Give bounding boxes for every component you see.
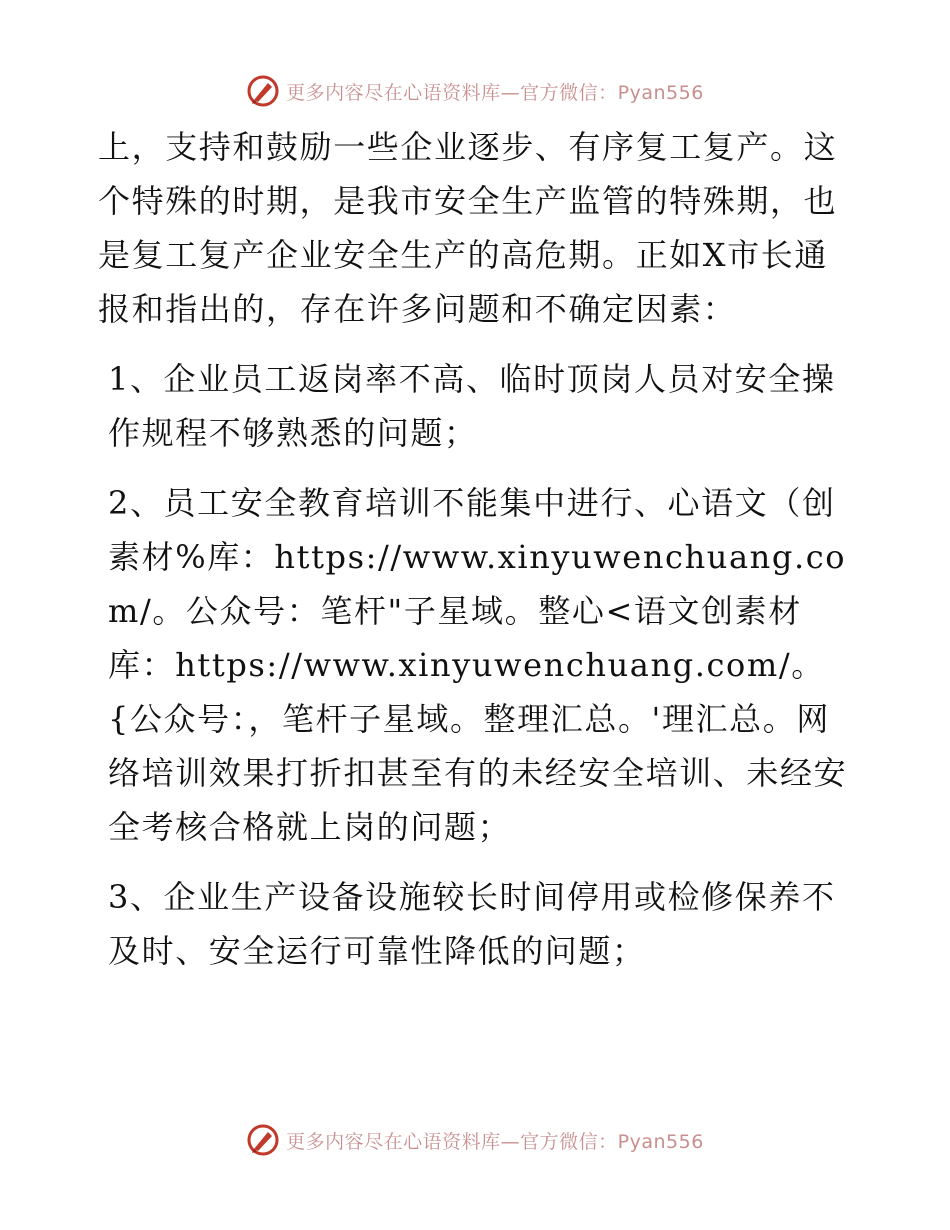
- pen-logo-icon: [246, 74, 280, 108]
- list-item-3: 3、企业生产设备设施较长时间停用或检修保养不及时、安全运行可靠性降低的问题；: [108, 878, 836, 970]
- document-body: [98, 120, 858, 978]
- pen-logo-icon: [246, 1123, 280, 1157]
- paragraph-intro: 上，支持和鼓励一些企业逐步、有序复工复产。这个特殊的时期，是我市安全生产监管的特殊期，也是复工复产企业安全生产的高危期。正如X市长通报和指出的，存在许多问题和不确定因素：: [98, 128, 838, 328]
- list-item-1: 1、企业员工返岗率不高、临时顶岗人员对安全操作规程不够熟悉的问题；: [108, 360, 836, 452]
- watermark-text: 更多内容尽在心语资料库—官方微信：Pyan556: [286, 1130, 704, 1153]
- list-item-2: 2、员工安全教育培训不能集中进行、心语文（创素材%库：https://www.xinyuwenchuang.com/。公众号：笔杆"子星域。整心<语文创素材库：https://www.xinyuwenchuang.com/。{公众号：，笔杆子星域。整理汇总。'理汇总。网络培训效果打折扣甚至有的未经安全培训、未经安全考核合格就上岗的问题；: [108, 484, 848, 846]
- watermark-text: 更多内容尽在心语资料库—官方微信：Pyan556: [286, 81, 704, 104]
- footer-watermark: [0, 1120, 950, 1160]
- header-watermark: [0, 71, 950, 111]
